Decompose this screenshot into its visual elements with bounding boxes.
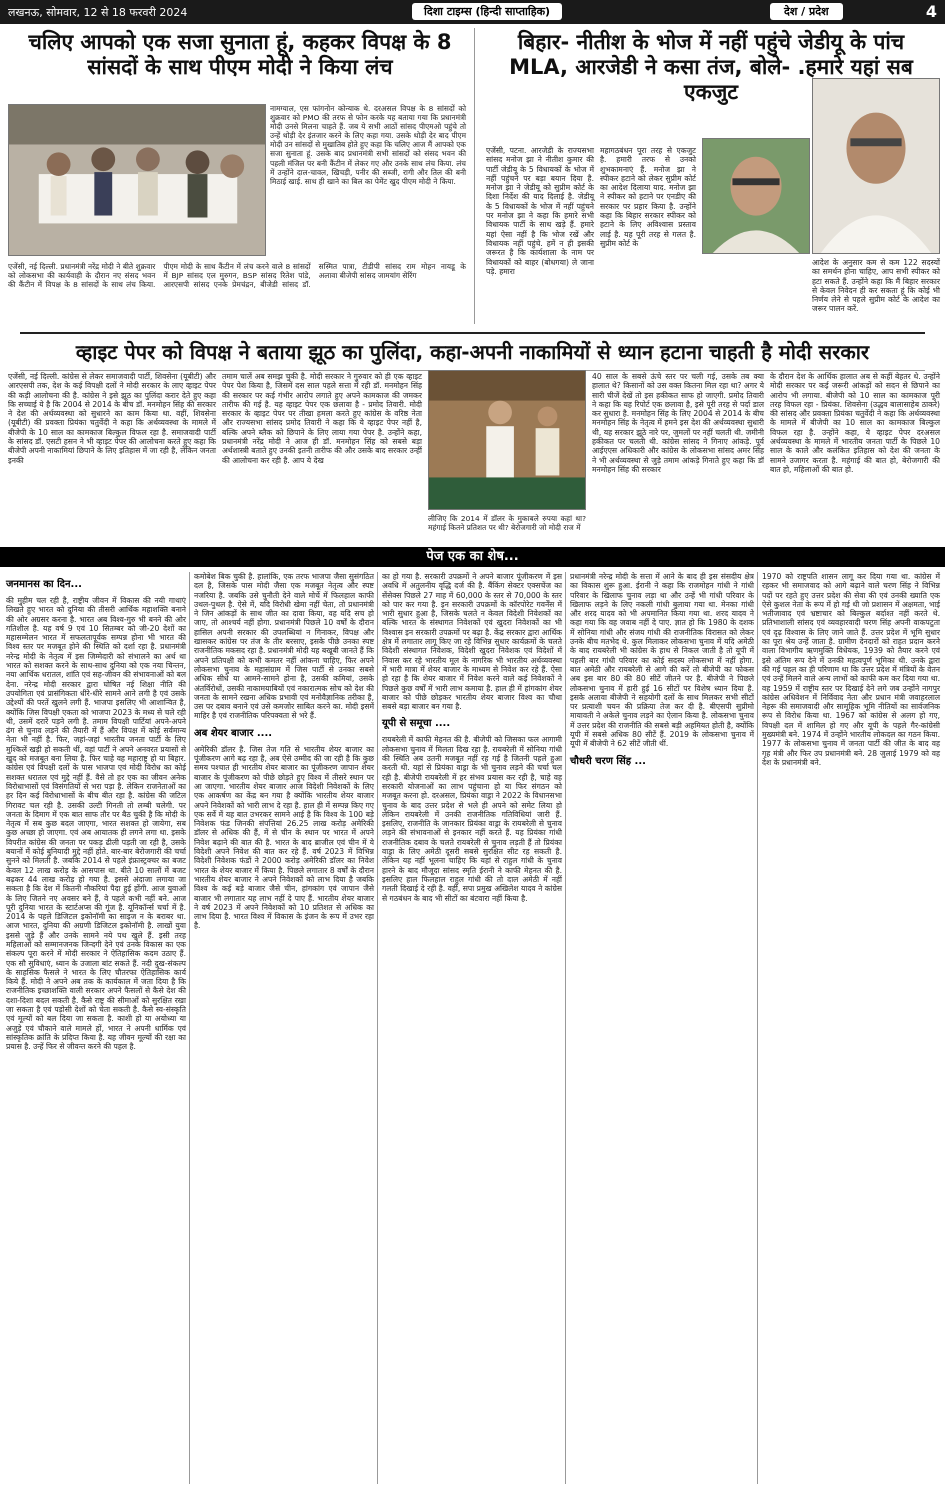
cont-col4 [570, 572, 754, 1484]
story3-col4: के दौरान देश के आर्थिक हालात अब से कहीं बेहतर थे. उन्होंने मोदी सरकार पर कई जरूरी आंकड़ों को सदन से छिपाने का आरोप भी लगाया. बीजेपी को 10 साल का कामकाज पूरी तरह विफल रहा - प्रियंका. शिवसेना (उद्धव बालासाहेब ठाकरे) की सांसद और प्रवक्ता प्रियंका चतुर्वेदी ने कहा कि अर्थव्यवस्था के मामले में बीजेपी का 10 साल का कामकाज बिल्कुल विफल रहा है. उन्होंने कहा, ये व्हाइट पेपर दरअसल अर्थव्यवस्था के मामले में भारतीय जनता पार्टी के पिछले 10 साल के काले और कलंकित इतिहास को देश की जनता के सामने उजागर करता है. महंगाई की बात हो, बेरोजगारी की बात हो, महिलाओं की बात हो. [770, 372, 940, 474]
section-label: देश / प्रदेश [770, 3, 843, 20]
column-divider [474, 28, 475, 324]
edition-date: लखनऊ, सोमवार, 12 से 18 फरवरी 2024 [8, 6, 188, 19]
cont-col3-text: का हो गया है. सरकारी उपक्रमों ने अपने बाजार पूंजीकरण में इस अवधि में अतुलनीय वृद्धि दर्ज की है. बैंकिंग सेक्टर एक्सचेंज का सेंसेक्स पिछले 27 माह में 60,000 के स्तर से 70,000 के स्तर को पार कर गया है. इन सरकारी उपक्रमों के कॉरपोरेट गवर्नेंस में भारी सुधार हुआ है, जिसके चलते न केवल विदेशी निवेशकों का बल्कि भारत के संस्थागत निवेशकों एवं खुदरा निवेशकों का भी विश्वास इन सरकारी उपक्रमों पर बढ़ा है. केंद्र सरकार द्वारा आर्थिक क्षेत्र में लगातार लागू किए जा रहे विभिन्न सुधार कार्यक्रमों के चलते विदेशी संस्थागत निवेशक, विदेशी खुदरा निवेशक एवं विदेशों में निवास कर रहे भारतीय मूल के नागरिक भी भारतीय अर्थव्यवस्था में भारी मात्रा में शेयर बाजार के माध्यम से निवेश कर रहे हैं. ऐसा हो रहा है कि शेयर बाजार में निवेश करने वाले कई निवेशकों ने पिछले कुछ वर्षों में भारी लाभ कमाया है. हाल ही में हांगकांग शेयर बाजार को पीछे छोड़कर भारतीय शेयर बाजार विश्व का चौथा सबसे बड़ा बाजार बन गया है. [382, 572, 563, 712]
rajya-sabha-photo-image [429, 371, 585, 509]
column-divider [377, 572, 378, 1484]
cont-col5-text: 1970 को राष्ट्रपति शासन लागू कर दिया गया था. कांग्रेस में रहकर भी समाजवाद को आगे बढ़ाने वाले चरण सिंह ने विभिन्न पदों पर रहते हुए उत्तर प्रदेश की सेवा की एवं उनकी ख्याति एक ऐसे कुशल नेता के रूप में हो गई थी जो प्रशासन में अक्षमता, भाई भतीजावाद एवं भ्रष्टाचार को बिल्कुल बर्दाश्त नहीं करते थे. प्रतिभाशाली सांसद एवं व्यवहारवादी चरण सिंह अपनी वाकपटुता एवं दृढ़ विश्वास के लिए जाने जाते हैं. उत्तर प्रदेश में भूमि सुधार का पूरा श्रेय उन्हें जाता है. ग्रामीण देनदारों को राहत प्रदान करने वाला विभागीय ऋणमुक्ति विधेयक, 1939 को तैयार करने एवं इसे अंतिम रूप देने में उनकी महत्वपूर्ण भूमिका थी. उनके द्वारा की गई पहल का ही परिणाम था कि उत्तर प्रदेश में मंत्रियों के वेतन एवं उन्हें मिलने वाले अन्य लाभों को काफी कम कर दिया गया था. वह 1959 में राष्ट्रीय स्तर पर दिखाई देने लगे जब उन्होंने नागपुर कांग्रेस अधिवेशन में निर्विवाद नेता और प्रधान मंत्री जवाहरलाल नेहरू की समाजवादी और सामूहिक भूमि नीतियों का सार्वजनिक रूप से विरोध किया था. 1967 को कांग्रेस से अलग हो गए, विपक्षी दल में शामिल हो गए और यूपी के पहले गैर-कांग्रेसी मुख्यमंत्री बने. 1974 में उन्होंने भारतीय लोकदल का गठन किया. 1977 के लोकसभा चुनाव में जनता पार्टी की जीत के बाद वह गृह मंत्री और फिर उप प्रधानमंत्री बने. 28 जुलाई 1979 को वह देश के प्रधानमंत्री बने. [762, 572, 940, 767]
cont-col2b-text: अमेरिकी डॉलर है. जिस तेज गति से भारतीय शेयर बाजार का पूंजीकरण आगे बढ़ रहा है, अब ऐसे उम्मीद की जा रही है कि कुछ समय पश्चात ही भारतीय शेयर बाजार का पूंजीकरण जापान शेयर बाजार के पूंजीकरण को पीछे छोड़ते हुए विश्व में तीसरे स्थान पर आ जाएगा. भारतीय शेयर बाजार आज विदेशी निवेशकों के लिए एक आकर्षण का केंद्र बन गया है क्योंकि भारतीय शेयर बाजार अपने निवेशकों को भारी लाभ दे रहा है. हाल ही में सम्पन्न किए गए एक सर्वे में यह बात उभरकर सामने आई है कि विश्व के 100 बड़े निवेशक फंड जिनकी संपत्तियां 26.25 लाख करोड़ अमेरिकी डॉलर से अधिक की हैं, में से चीन के स्थान पर भारत में अपने निवेश बढ़ाने की बात की है. भारत के बाद ब्राजील एवं चीन में ये विदेशी अपने निवेश की बात कर रहे हैं. वर्ष 2023 में विभिन्न विदेशी निवेशक फंडों ने 2000 करोड़ अमेरिकी डॉलर का निवेश भारत के शेयर बाजार में किया है. पिछले लगातार 8 वर्षों के दौरान भारतीय शेयर बाजार ने अपने निवेशकों को लाभ दिया है जबकि विश्व के कई बड़े बाजार जैसे चीन, हांगकांग एवं जापान जैसे बाजार भी लगातार यह लाभ नहीं दे पाए हैं. भारतीय शेयर बाजार ने वर्ष 2023 में अपने निवेशकों को 10 प्रतिशत से अधिक का लाभ दिया है. भारत विश्व में विकास के इंजन के रूप में उभर रहा है. [194, 744, 374, 931]
column-divider [565, 572, 566, 1484]
story1-caption: एजेंसी, नई दिल्ली. प्रधानमंत्री नरेंद्र मोदी ने बीते शुक्रवार को लोकसभा की कार्यवाही के दौरान नए संसद भवन की कैंटीन में विपक्ष के 8 सांसदों के साथ लंच किया. पीएम मोदी के साथ कैंटीन में लंच करने वाले 8 सांसदों में BJP सांसद एल मुरुगन, BSP सांसद रितेश पांडे, आरएसपी सांसद एनके प्रेमचंद्रन, बीजेडी सांसद डॉ. सस्मित पात्रा, टीडीपी सांसद राम मोहन नायडू के अलावा बीजेपी सांसद जामयांग सेरिंग [8, 262, 466, 289]
cont-col2 [194, 572, 374, 1484]
cont-col1-subhead: जनमानस का दिन... [6, 579, 82, 590]
cont-col2-subhead: अब शेयर बाजार .... [194, 727, 273, 739]
cont-col1 [6, 572, 186, 1484]
cont-col1-text: की मुहीम चल रही है, राष्ट्रीय जीवन में विकास की नयी गाथाएं लिखते हुए भारत को दुनिया की तीसरी आर्थिक महाशक्ति बनाने की ओर अग्रसर करना है. भारत अब विश्व-गुरु भी बनने की ओर गतिशील है. यह वर्ष 9 एवं 10 सितम्बर को जी-20 देशों का महासम्मेलन भारत में सफलतापूर्वक सम्पन्न होना भी भारत की विश्व स्तर पर मजबूत होने की स्थिति को दर्शा रहा है. प्रधानमंत्री नरेन्द्र मोदी के नेतृत्व में इस जिम्मेदारी को संभालने का अर्थ था भारत को सशक्त करने के साथ-साथ दुनिया को एक नया चिन्तन, नया आर्थिक धरातल, शांति एवं सह-जीवन की संभावनाओं को बल देना. नरेन्द्र मोदी सरकार द्वारा घोषित नई शिक्षा नीति की उपयोगिता एवं प्रासंगिकता धीरे-धीरे सामने आने लगी है एवं उसके उद्देश्यों की परतें खुलने लगी हैं. भाजपा इसलिए भी आशान्वित है, क्योंकि जिस विपक्षी एकता को भाजपा 2023 के मध्य से चले रही थी, उसमें दरारें पड़ने लगी है. तमाम विपक्षी पार्टियां अपने-अपने ढंग से चुनाव लड़ने की तैयारी में हैं और विपक्ष में कोई सर्वमान्य नेता भी नहीं है. फिर, जहां-जहां भारतीय जनता पार्टी के लिए मुश्किलें खड़ी हो सकती थीं, वहां पार्टी ने अपने अनवरत प्रयासों से खुद को मजबूत बना लिया है. फिर चाहे वह महाराष्ट्र हो या बिहार. कांग्रेस एवं विपक्षी दलों के पास भाजपा एवं मोदी विरोध का कोई सशक्त धरातल एवं मुद्दे नहीं हैं. वैसे तो हर एक का जीवन अनेक विरोधाभासों एवं विसंगतियों से भरा पड़ा है. लेकिन राजनेताओं का हर दिन कई विरोधाभासों के बीच बीत रहा है. कांग्रेस की जटिल गिरावट चल रही है. उसकी उल्टी गिनती तो लम्बी चलेगी. पर जनता के दिमाग में एक बात साफ तौर पर बैठ चुकी है कि मोदी के नेतृत्व में सब कुछ बदल जाएगा, भारत सशक्त हो जायेगा, सब कुछ अच्छा हो जाएगा. एवं अब आयातक ही लगने लगा था. इसके विपरीत कांग्रेस की जनता पर पकड़ ढीली पड़ती जा रही है, उसके बयानों में कोई बुनियादी मुद्दे नहीं होते. बार-बार बेरोजगारी की चर्चा सुनने को मिलती है. जबकि 2014 से पहले इंफ्रास्ट्रक्चर का बजट केवल 12 लाख करोड़ के आसपास था. बीते 10 सालों में बजट बढ़कर 44 लाख करोड़ हो गया है. इससे अंदाजा लगाया जा सकता है कि देश में कितनी नौकरियां पैदा हुई होंगी. आज युवाओं के लिए जितने नए अवसर बने हैं, वे पहले कभी नहीं बने. आज पूरी दुनिया भारत के स्टार्टअप्स की गूंज है. यूनिकॉर्न्स चर्चा में है. 2014 के पहले डिजिटल इकोनॉमी का साइज न के बराबर था. आज भारत, दुनिया की अग्रणी डिजिटल इकोनॉमी है. लाखों युवा इससे जुड़े हैं और उनके सामने नये पथ खुले हैं. इसी तरह महिलाओं को सम्मानजनक जिन्दगी देने एवं उनके विकास का एक संकल्प पूरा करने में मोदी सरकार ने ऐतिहासिक कदम उठाए हैं. एक सौ सुविधाएं, ध्यान के उजाला बांट सकते हैं. नदी दुख-संकल्प के साहसिक फैसले ने भारत के लिए चौतरफा ऐतिहासिक कार्य किये हैं. मोदी ने अपने अब तक के कार्यकाल में जता दिया है कि राजनीतिक इच्छाशक्ति वाली सरकार अपने फैसलों से कैसे देश की दशा-दिशा बदल सकती है. कैसे राष्ट्र की सीमाओं को सुरक्षित रखा जा सकता है एवं पड़ोसी देशों को चेता सकती है. कैसे स्व-संस्कृति एवं मूल्यों को बल दिया जा सकता है. काशी हो या अयोध्या या अजुड़े एवं चौकाने वाले मामले हों, भारत ने अपनी धार्मिक एवं सांस्कृतिक क्रांति के प्रदिप्त किया है. यह जीवन मूल्यों की रक्षा का प्रयास है. उन्हें फिर से जीवन्त करने की पहल है. [6, 596, 186, 1052]
masthead [0, 0, 945, 24]
story3-col1: एजेंसी, नई दिल्ली. कांग्रेस से लेकर समाजवादी पार्टी, शिवसेना (यूबीटी) और आरएसपी तक, देश के कई विपक्षी दलों ने मोदी सरकार के लाए व्हाइट पेपर की कड़ी आलोचना की है. कांग्रेस ने इसे झूठ का पुलिंदा करार देते हुए कहा कि सच्चाई ये है कि 2004 से 2014 के बीच डॉ. मनमोहन सिंह की सरकार ने देश की अर्थव्यवस्था को सुधारने का काम किया था. वहीं, शिवसेना (यूबीटी) की प्रवक्ता प्रियंका चतुर्वेदी ने कहा कि अर्थव्यवस्था के मामले में बीजेपी के 10 साल का कामकाज बिल्कुल विफल रहा है. समाजवादी पार्टी के सांसद डॉ. एसटी हसन ने भी व्हाइट पेपर की आलोचना करते हुए कहा कि बीजेपी अपनी नाकामियां छिपाने के लिए इतिहास में जा रही है, लेकिन जनता इनकी [8, 372, 216, 465]
rajya-sabha-caption: लीजिए कि 2014 में डॉलर के मुकाबले रुपया कहां था? महंगाई कितने प्रतिशत पर थी? बेरोजगारी जो मोदी राज में [428, 514, 586, 532]
nitish-kumar-photo-image [813, 79, 939, 253]
pm-lunch-photo [8, 104, 266, 256]
column-divider [189, 572, 190, 1484]
cont-col2-text: कमोबेश बिक चुकी है. हालांकि, एक तरफ भाजपा जैसा सुसंगठित दल है, जिसके पास मोदी जैसा एक मजबूत नेतृत्व और स्पष्ट नजरिया है. जबकि उसे चुनौती देने वाले मोर्चे में फिलहाल काफी उथल-पुथल है. ऐसे में, यदि विरोधी खेमा नहीं चेता, तो प्रधानमंत्री ने जिन आंकड़ों के साथ जीत का दावा किया, वह यदि सच हो जाए, तो आश्चर्य नहीं होगा. प्रधानमंत्री पिछले 10 वर्षों के दौरान हासिल अपनी सरकार की उपलब्धियां न गिनाकर, विपक्ष और खासकर कांग्रेस पर तंज के तीर बरसाए, इसके पीछे उनका स्पष्ट राजनीतिक मकसद रहा है. प्रधानमंत्री मोदी यह बखूबी जानते हैं कि अपने प्रतिपक्षी को कभी कमतर नहीं आंकना चाहिए, फिर अपने लोकसभा चुनाव के महासंग्राम में जिस पार्टी से उनका सबसे अधिक सीधे या आमने-सामने होना है, उसकी कमियां, उसके अंतर्विरोधों, उसकी नाकामयाबियों एवं नकारात्मक सोच को देश की जनता के सामने रखना अधिक प्रभावी एवं मनोवैज्ञानिक तरीका है, उस पर दबाव बनाने एवं उसे कमजोर साबित करने का. मोदी इसमें माहिर है एवं राजनीतिक परिपक्वता से भरे हैं. [194, 572, 374, 721]
page-number: 4 [925, 2, 937, 21]
manoj-jha-photo-image [703, 139, 809, 253]
story2-col2: महागठबंधन पूरा तरह से एकजुट है. हमारी तरफ से उनको शुभकामनाएं हैं. मनोज झा ने स्पीकर हटाने को लेकर सुप्रीम कोर्ट का आदेश दिलाया याद. मनोज झा ने स्पीकर को हटाने पर एनडीए की सरकार पर प्रहार किया है. उन्होंने कहा कि बिहार सरकार स्पीकर को हटाने के लिए अविश्वास प्रस्ताव लाई है. यह पूरी तरह से गलत है. सुप्रीम कोर्ट के [600, 146, 696, 248]
story1-headline: चलिए आपको एक सजा सुनाता हूं, कहकर विपक्ष के 8 सांसदों के साथ पीएम मोदी ने किया लंच [28, 30, 452, 80]
rajya-sabha-photo [428, 370, 586, 510]
cont-col3-subhead: यूपी से समूचा .... [382, 718, 451, 730]
story2-col3: आदेश के अनुसार कम से कम 122 सदस्यों का समर्थन होना चाहिए, आप सभी स्पीकर को हटा सकते हैं. उन्होंने कहा कि मैं बिहार सरकार से केवल निवेदन ही कर सकता हूं कि कोई भी निर्णय लेने से पहले सुप्रीम कोर्ट के आदेश का जरूर पालन करें. [812, 258, 940, 314]
story3-col2: तमाम चालें अब समझ चुकी है. मोदी सरकार ने गुरुवार को ही एक व्हाइट पेपर पेश किया है, जिसमें दस साल पहले सत्ता में रही डॉ. मनमोहन सिंह की सरकार पर कई गंभीर आरोप लगाते हुए अपने कामकाज की जमकर तारीफ की गई है. यह व्हाइट पेपर एक छलावा है - प्रमोद तिवारी. मोदी सरकार के व्हाइट पेपर पर तीखा हमला करते हुए कांग्रेस के वरिष्ठ नेता और राज्यसभा सांसद प्रमोद तिवारी ने कहा कि ये व्हाइट पेपर नहीं है, बल्कि अपने ब्लैक को छिपाने के लिए लाया गया पेपर है. उन्होंने कहा, प्रधानमंत्री नरेंद्र मोदी ने आज ही डॉ. मनमोहन सिंह को सबसे बड़ा अर्थशास्त्री बताते हुए उनकी इतनी तारीफ की और उसके बाद सरकार उन्हीं की आलोचना कर रही है. आप ये देख [222, 372, 422, 465]
story1-body: नामग्याल, एस फांगनोन कोन्याक थे. दरअसल विपक्ष के 8 सांसदों को शुक्रवार को PMO की तरफ से फोन करके यह बताया गया कि प्रधानमंत्री मोदी उनसे मिलना चाहते हैं. जब ये सभी आठों सांसद पीएमओ पहुंचे तो उन्हें थोड़ी देर इंतजार करने के लिए कहा गया. उसके थोड़ी देर बाद पीएम मोदी उन सांसदों से मुखातिब होते हुए कहा कि चलिए आज मैं आपको एक सजा सुनाता हूं. उसके बाद प्रधानमंत्री सभी सांसदों को संसद भवन की पहली मंजिल पर बनी कैंटीन में लेकर गए और उनके साथ लंच किया. लंच में उन्होंने दाल-चावल, खिचड़ी, पनीर की सब्जी, रागी और तिल की बनी मिठाई खाई. साथ ही खाने का बिल का पेमेंट खुद पीएम मोदी ने किया. [270, 104, 466, 186]
story3-headline: व्हाइट पेपर को विपक्ष ने बताया झूठ का पुलिंदा, कहा-अपनी नाकामियों से ध्यान हटाना चाहती है मोदी सरकार [20, 332, 925, 371]
story3-col3: 40 साल के सबसे ऊंचे स्तर पर चली गई, उसके तब क्या हालात थे? किसानों को उस वक्त कितना मिल रहा था? अगर ये सारी चीजें देखें तो इस हकीकत साफ हो जाएगी. प्रमोद तिवारी ने कहा कि यह रिपोर्ट एक छलावा है, इसे पूरी तरह से पर्दा डाल कर सुधारा है. मनमोहन सिंह के लिए 2004 से 2014 के बीच मनमोहन सिंह के नेतृत्व में हमने इस देश की अर्थव्यवस्था सुधारी थी, यह सरकार झूठे नारे पर, जुमलों पर नहीं चलती थी. जमीनी हकीकत पर चलती थी. कांग्रेस सांसद ने गिनाए आंकड़े. पूर्व आईएएस अधिकारी और कांग्रेस के लोकसभा सांसद अमर सिंह ने भी अर्थव्यवस्था से जुड़े तमाम आंकड़े गिनाते हुए कहा कि डॉ मनमोहन सिंह की सरकार [592, 372, 764, 474]
story2-headline: बिहार- नीतीश के भोज में नहीं पहुंचे जेडीयू के पांच MLA, आरजेडी ने कसा तंज, बोले- .हमारे यहां सब एकजुट [509, 30, 913, 105]
paper-name: दिशा टाइम्स (हिन्दी साप्ताहिक) [412, 3, 562, 20]
cont-col3 [382, 572, 562, 1484]
cont-col5 [762, 572, 940, 1484]
cont-col3b-text: रायबरेली में काफी मेहनत की है. बीजेपी को जिसका फल आगामी लोकसभा चुनाव में मिलता दिख रहा है. रायबरेली में सोनिया गांधी की स्थिति अब उतनी मजबूत नहीं रह गई है जितनी पहले हुआ करती थी. यहां से प्रियंका वाड्रा के भी चुनाव लड़ने की चर्चा चल रही है. बीजेपी रायबरेली में हर संभव प्रयास कर रही है, चाहे वह सरकारी योजनाओं का लाभ पहुंचाना हो या फिर संगठन को मजबूत करना हो. दरअसल, प्रियंका वाड्रा ने 2022 के विधानसभा चुनाव के बाद उत्तर प्रदेश से भले ही अपने को समेट लिया हो लेकिन रायबरेली में उनकी राजनीतिक गतिविधियां जारी हैं. इसलिए, राजनीति के जानकार प्रियंका वाड्रा के रायबरेली से चुनाव लड़ने की संभावनाओं से इनकार नहीं करते हैं. यह प्रियंका गांधी राजनीतिक दबाव के चलते रायबरेली से चुनाव लड़ती हैं तो प्रियंका वाड्रा के लिए अमेठी दूसरी सबसे सुरक्षित सीट रह सकती है. लेकिन यह नहीं भूलना चाहिए कि यहां से राहुल गांधी के चुनाव हारने के बाद मौजूदा सांसद स्मृति ईरानी ने काफी मेहनत की है. इसलिए हाल फिलहाल राहुल गांधी की तो दाल अमेठी में नहीं गलती दिखाई दे रही है. वहीं, सपा प्रमुख अखिलेश यादव ने कांग्रेस से गठबंधन के बाद भी सीटों का बंटवारा नहीं किया है. [382, 735, 562, 903]
cont-col4-text: प्रधानमंत्री नरेन्द्र मोदी के सत्ता में आने के बाद ही इस संसदीय क्षेत्र का विकास शुरू हुआ. ईरानी ने कहा कि राजमोहन गांधी ने गांधी परिवार के खिलाफ चुनाव लड़ा था और उन्हें भी गांधी परिवार के खिलाफ लड़ने के लिए नकली गांधी बुलाया गया था. मेनका गांधी और शरद यादव को भी अपमानित किया गया था. शरद यादव ने कहा गया कि वह जवाब नहीं दे पाए. ज्ञात हो कि 1980 के दशक में सोनिया गांधी और संजय गांधी की राजनीतिक विरासत को लेकर उनके बीच मतभेद थे. कुल मिलाकर लोकसभा चुनाव में यदि अमेठी के बाद रायबरेली भी कांग्रेस के हाथ से निकल जाती है तो यूपी में पहली बार गांधी परिवार का कोई सदस्य लोकसभा में नहीं होगा. बात अमेठी और रायबरेली से आगे की करें तो बीजेपी का फोकस अब इस बार 80 की 80 सीटें जीतने पर है. बीजेपी ने पिछले लोकसभा चुनाव में हारी हुई 16 सीटों पर विशेष ध्यान दिया है. इसके अलावा बीजेपी ने सहयोगी दलों के साथ मिलकर सभी सीटों पर प्रत्याशी चयन की प्रक्रिया तेज कर दी है. बीएसपी सुप्रीमो मायावती ने अकेले चुनाव लड़ने का ऐलान किया है. लोकसभा चुनाव में उत्तर प्रदेश की राजनीति की सबसे बड़ी अहमियत होती है, क्योंकि यूपी में सबसे अधिक 80 सीटें हैं. 2019 के लोकसभा चुनाव में यूपी में बीजेपी ने 62 सीटें जीती थीं. [570, 572, 754, 749]
nitish-kumar-photo [812, 78, 940, 254]
pm-lunch-photo-image [9, 105, 265, 255]
story2-col1: एजेंसी, पटना. आरजेडी के राज्यसभा सांसद मनोज झा ने नीतीश कुमार की पार्टी जेडीयू के 5 विधायकों के भोज में नहीं पहुंचने पर बड़ा बयान दिया है. मनोज झा ने जेडीयू को सुप्रीम कोर्ट के दिशा निर्देश की याद दिलाई है. जेडीयू के 5 विधायकों के भोज में नहीं पहुंचने पर मनोज झा ने कहा कि हमारे सभी विधायक पार्टी के साथ खड़े हैं. हमारे यहां ऐसा नहीं है कि भोज रखें और विधायक नहीं पहुंचे. हमें न ही इसकी जरूरत है कि कार्यशाला के नाम पर विधायकों को बाहर (बोधगया) ले जाना पड़े. हमारा [486, 146, 594, 276]
continued-band: पेज एक का शेष... [0, 547, 945, 567]
cont-col4-subhead: चौधरी चरण सिंह ... [570, 755, 646, 767]
column-divider [757, 572, 758, 1484]
manoj-jha-photo [702, 138, 810, 254]
story2-col2-top [600, 146, 696, 248]
